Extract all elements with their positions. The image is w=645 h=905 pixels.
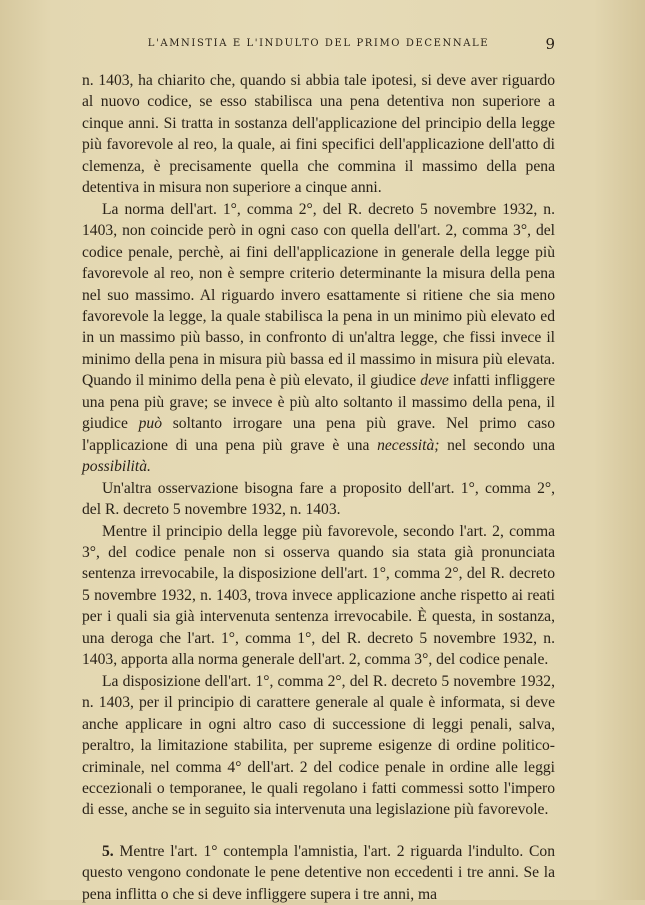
paragraph-2-part-1: La norma dell'art. 1°, comma 2°, del R. decreto 5 novembre 1932, n. 1403, non coincide però in ogni caso con quella dell'art. 2, comma 3°, del codice penale, perchè, ai fini dell'applicazione in generale della legge più favorevole al reo, non è sempre criterio determinante la misura della pena nel suo massimo. Al riguardo invero esattamente si ritiene che sia meno favorevole la legge, la quale stabilisca la pena in un minimo più elevato ed in un massimo più basso, in confronto di un'altra legge, che fissi invece il minimo della pena in misura più bassa ed il massimo in misura più elevata. Quando il minimo della pena è più elevato, il giudice bbox=[82, 200, 555, 390]
paragraph-2 bbox=[82, 199, 555, 478]
body-text bbox=[82, 70, 555, 905]
section-5-text: Mentre l'art. 1° contempla l'amnistia, l'art. 2 riguarda l'indulto. Con questo vengono condonate le pene detentive non eccedenti i tre anni. Se la pena inflitta o che si deve infliggere supera i tre anni, ma bbox=[82, 842, 555, 903]
running-title: L'AMNISTIA E L'INDULTO DEL PRIMO DECENNALE bbox=[147, 38, 490, 49]
section-5-paragraph bbox=[82, 841, 555, 905]
paragraph-2-part-2: infatti infliggere una pena più grave; se invece è più alto soltanto il massimo della pena, il giudice bbox=[82, 372, 556, 433]
emphasis-possibilita: possibilità. bbox=[82, 458, 151, 476]
emphasis-puo: può bbox=[138, 415, 162, 433]
paragraph-2-part-3: soltanto irrogare una pena più grave. Nel primo caso l'applicazione di una pena più grave è una bbox=[82, 415, 555, 454]
paragraph-1: n. 1403, ha chiarito che, quando si abbia tale ipotesi, si deve aver riguardo al nuovo codice, se esso stabilisca una pena detentiva non superiore a cinque anni. Si tratta in sostanza dell'applicazione del principio della legge più favorevole al reo, la quale, ai fini specifici dell'applicazione dell'atto di clemenza, è precisamente quella che commina il massimo della pena detentiva in misura non superiore a cinque anni. bbox=[82, 72, 555, 197]
paragraph-3: Un'altra osservazione bisogna fare a proposito dell'art. 1°, comma 2°, del R. decreto 5 novembre 1932, n. 1403. bbox=[82, 479, 555, 519]
section-number: 5. bbox=[102, 842, 114, 860]
paragraph-2-part-4: nel secondo una bbox=[439, 436, 555, 454]
emphasis-necessita: necessità; bbox=[377, 436, 440, 454]
page-number: 9 bbox=[545, 35, 555, 53]
emphasis-deve: deve bbox=[420, 372, 449, 390]
paragraph-4: Mentre il principio della legge più favorevole, secondo l'art. 2, comma 3°, del codice penale non si osserva quando sia stata già pronunciata sentenza irrevocabile, la disposizione dell'art. 1°, comma 2°, del R. decreto 5 novembre 1932, n. 1403, trova invece applicazione anche rispetto ai reati per i quali sia già intervenuta sentenza irrevocabile. È questa, in sostanza, una deroga che l'art. 1°, comma 1°, del R. decreto 5 novembre 1932, n. 1403, apporta alla norma generale dell'art. 2, comma 3°, del codice penale. bbox=[82, 522, 555, 669]
paragraph-5: La disposizione dell'art. 1°, comma 2°, del R. decreto 5 novembre 1932, n. 1403, per il principio di carattere generale al quale è informata, si deve anche applicare in ogni altro caso di successione di leggi penali, salva, peraltro, la limitazione stabilita, per supreme esigenze di ordine politico-criminale, nel comma 4° dell'art. 2 del codice penale in ordine alle leggi eccezionali o temporanee, le quali regolano i fatti commessi sotto l'impero di esse, anche se in seguito sia intervenuta una legislazione più favorevole. bbox=[82, 672, 555, 819]
